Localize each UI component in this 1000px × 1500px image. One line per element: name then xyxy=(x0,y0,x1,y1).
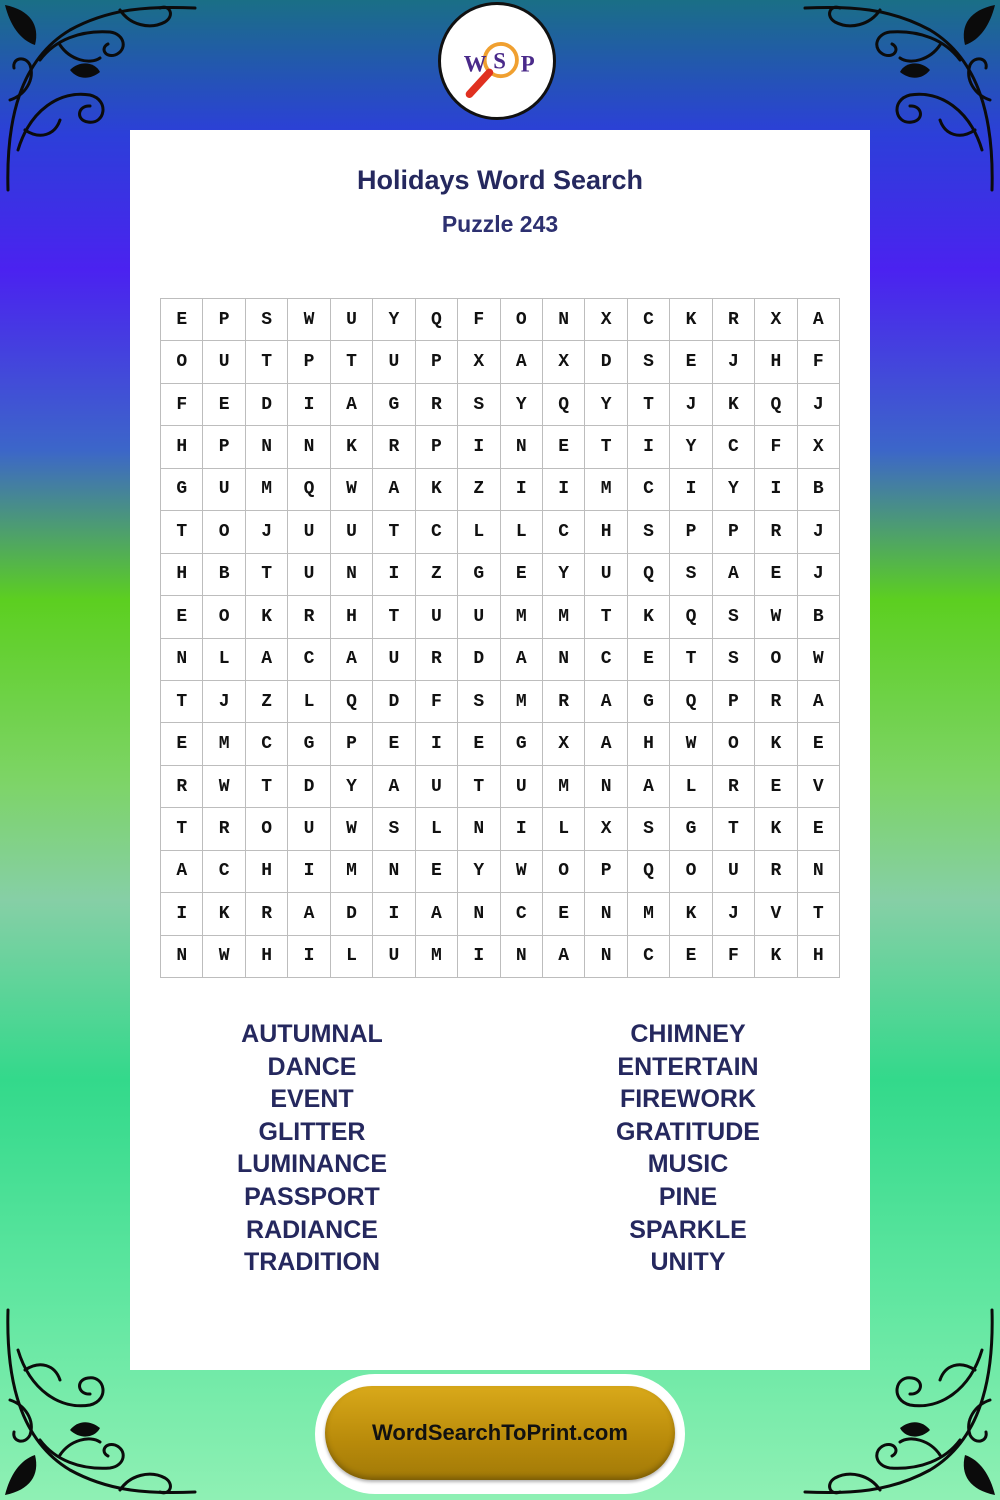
grid-cell[interactable]: J xyxy=(203,681,245,723)
grid-cell[interactable]: L xyxy=(670,766,712,808)
word-list-item: ENTERTAIN xyxy=(617,1052,759,1081)
grid-cell[interactable]: D xyxy=(246,384,288,426)
grid-cell[interactable]: E xyxy=(501,554,543,596)
grid-cell[interactable]: A xyxy=(585,723,627,765)
grid-cell[interactable]: P xyxy=(670,511,712,553)
grid-cell[interactable]: O xyxy=(543,851,585,893)
word-list-item: PINE xyxy=(658,1182,718,1211)
grid-cell[interactable]: X xyxy=(585,808,627,850)
grid-cell[interactable]: Q xyxy=(288,469,330,511)
grid-cell[interactable]: L xyxy=(288,681,330,723)
grid-cell[interactable]: S xyxy=(628,808,670,850)
grid-cell[interactable]: T xyxy=(331,341,373,383)
grid-cell[interactable]: M xyxy=(543,766,585,808)
grid-cell[interactable]: W xyxy=(203,766,245,808)
grid-cell[interactable]: C xyxy=(246,723,288,765)
grid-cell[interactable]: P xyxy=(203,299,245,341)
grid-cell[interactable]: F xyxy=(713,936,755,978)
grid-cell[interactable]: U xyxy=(331,299,373,341)
grid-cell[interactable]: R xyxy=(713,299,755,341)
grid-cell[interactable]: N xyxy=(288,426,330,468)
grid-cell[interactable]: J xyxy=(798,511,840,553)
word-list-item: CHIMNEY xyxy=(630,1020,746,1048)
grid-cell[interactable]: M xyxy=(628,893,670,935)
grid-cell[interactable]: K xyxy=(670,893,712,935)
grid-cell[interactable]: U xyxy=(373,639,415,681)
grid-cell[interactable]: M xyxy=(585,469,627,511)
grid-cell[interactable]: Y xyxy=(670,426,712,468)
grid-cell[interactable]: E xyxy=(161,723,203,765)
grid-cell[interactable]: R xyxy=(755,681,797,723)
grid-cell[interactable]: Y xyxy=(373,299,415,341)
grid-cell[interactable]: T xyxy=(798,893,840,935)
grid-cell[interactable]: T xyxy=(246,341,288,383)
grid-cell[interactable]: H xyxy=(161,554,203,596)
word-list-item: FIREWORK xyxy=(619,1085,757,1114)
grid-cell[interactable]: V xyxy=(755,893,797,935)
grid-cell[interactable]: N xyxy=(585,766,627,808)
grid-cell[interactable]: I xyxy=(628,426,670,468)
grid-cell[interactable]: N xyxy=(798,851,840,893)
grid-cell[interactable]: L xyxy=(331,936,373,978)
grid-cell[interactable]: R xyxy=(713,766,755,808)
grid-cell[interactable]: O xyxy=(670,851,712,893)
grid-cell[interactable]: E xyxy=(373,723,415,765)
grid-cell[interactable]: A xyxy=(798,681,840,723)
grid-cell[interactable]: B xyxy=(798,596,840,638)
word-list-item: PASSPORT xyxy=(244,1182,380,1211)
grid-cell[interactable]: S xyxy=(458,681,500,723)
grid-cell[interactable]: Q xyxy=(670,596,712,638)
grid-cell[interactable]: S xyxy=(458,384,500,426)
grid-cell[interactable]: Y xyxy=(501,384,543,426)
grid-cell[interactable]: I xyxy=(458,426,500,468)
grid-cell[interactable]: L xyxy=(203,639,245,681)
grid-cell[interactable]: Q xyxy=(670,681,712,723)
grid-cell[interactable]: O xyxy=(161,341,203,383)
grid-cell[interactable]: J xyxy=(246,511,288,553)
grid-cell[interactable]: L xyxy=(416,808,458,850)
word-list-item: MUSIC xyxy=(647,1150,729,1179)
word-list-item: GLITTER xyxy=(258,1117,366,1146)
grid-cell[interactable]: A xyxy=(373,469,415,511)
grid-cell[interactable]: R xyxy=(203,808,245,850)
logo-letter-p: P xyxy=(520,51,535,77)
grid-cell[interactable]: A xyxy=(246,639,288,681)
grid-cell[interactable]: J xyxy=(798,384,840,426)
grid-cell[interactable]: A xyxy=(501,341,543,383)
grid-cell[interactable]: F xyxy=(755,426,797,468)
grid-cell[interactable]: I xyxy=(670,469,712,511)
grid-cell[interactable]: G xyxy=(373,384,415,426)
grid-cell[interactable]: X xyxy=(458,341,500,383)
grid-cell[interactable]: A xyxy=(373,766,415,808)
grid-cell[interactable]: O xyxy=(713,723,755,765)
grid-cell[interactable]: H xyxy=(628,723,670,765)
grid-cell[interactable]: W xyxy=(755,596,797,638)
grid-cell[interactable]: H xyxy=(585,511,627,553)
grid-cell[interactable]: W xyxy=(798,639,840,681)
word-list-right xyxy=(538,1018,838,1279)
grid-cell[interactable]: R xyxy=(543,681,585,723)
grid-cell[interactable]: R xyxy=(161,766,203,808)
grid-cell[interactable]: E xyxy=(416,851,458,893)
grid-cell[interactable]: Q xyxy=(543,384,585,426)
grid-cell[interactable]: F xyxy=(798,341,840,383)
grid-cell[interactable]: M xyxy=(543,596,585,638)
puzzle-title: Holidays Word Search xyxy=(356,165,644,195)
grid-cell[interactable]: S xyxy=(246,299,288,341)
puzzle-number: Puzzle 243 xyxy=(441,211,559,237)
grid-cell[interactable]: G xyxy=(161,469,203,511)
grid-cell[interactable]: H xyxy=(246,936,288,978)
grid-cell[interactable]: S xyxy=(628,341,670,383)
grid-cell[interactable]: P xyxy=(331,723,373,765)
grid-cell[interactable]: E xyxy=(628,639,670,681)
grid-cell[interactable]: D xyxy=(331,893,373,935)
grid-cell[interactable]: W xyxy=(288,299,330,341)
grid-cell[interactable]: A xyxy=(331,384,373,426)
grid-cell[interactable]: I xyxy=(288,384,330,426)
grid-cell[interactable]: T xyxy=(161,681,203,723)
grid-cell[interactable]: C xyxy=(713,426,755,468)
word-list-item: AUTUMNAL xyxy=(241,1020,383,1048)
grid-cell[interactable]: C xyxy=(585,639,627,681)
grid-cell[interactable]: I xyxy=(501,469,543,511)
grid-cell[interactable]: I xyxy=(288,851,330,893)
grid-cell[interactable]: C xyxy=(628,299,670,341)
grid-cell[interactable]: U xyxy=(331,511,373,553)
grid-cell[interactable]: N xyxy=(458,893,500,935)
grid-cell[interactable]: E xyxy=(798,808,840,850)
grid-cell[interactable]: D xyxy=(288,766,330,808)
grid-cell[interactable]: Z xyxy=(246,681,288,723)
grid-cell[interactable]: G xyxy=(628,681,670,723)
grid-cell[interactable]: U xyxy=(501,766,543,808)
grid-cell[interactable]: A xyxy=(331,639,373,681)
grid-cell[interactable]: E xyxy=(543,426,585,468)
grid-cell[interactable]: K xyxy=(755,936,797,978)
grid-cell[interactable]: L xyxy=(543,808,585,850)
grid-cell[interactable]: I xyxy=(373,554,415,596)
grid-cell[interactable]: I xyxy=(458,936,500,978)
grid-cell[interactable]: D xyxy=(373,681,415,723)
grid-cell[interactable]: Q xyxy=(416,299,458,341)
grid-cell[interactable]: A xyxy=(288,893,330,935)
grid-cell[interactable]: S xyxy=(713,639,755,681)
website-link-button[interactable]: WordSearchToPrint.com xyxy=(325,1386,675,1480)
grid-cell[interactable]: R xyxy=(373,426,415,468)
grid-cell[interactable]: K xyxy=(331,426,373,468)
grid-cell[interactable]: U xyxy=(458,596,500,638)
grid-cell[interactable]: T xyxy=(585,426,627,468)
grid-cell[interactable]: N xyxy=(161,936,203,978)
grid-cell[interactable]: C xyxy=(203,851,245,893)
grid-cell[interactable]: I xyxy=(373,893,415,935)
grid-cell[interactable]: N xyxy=(246,426,288,468)
grid-cell[interactable]: T xyxy=(713,808,755,850)
word-list-item: DANCE xyxy=(267,1052,357,1081)
grid-cell[interactable]: E xyxy=(670,936,712,978)
grid-cell[interactable]: F xyxy=(416,681,458,723)
grid-cell[interactable]: E xyxy=(161,299,203,341)
grid-cell[interactable]: Y xyxy=(585,384,627,426)
grid-cell[interactable]: T xyxy=(585,596,627,638)
grid-cell[interactable]: I xyxy=(543,469,585,511)
grid-cell[interactable]: T xyxy=(246,766,288,808)
grid-cell[interactable]: O xyxy=(246,808,288,850)
grid-cell[interactable]: D xyxy=(458,639,500,681)
grid-cell[interactable]: K xyxy=(416,469,458,511)
grid-cell[interactable]: J xyxy=(713,893,755,935)
grid-cell[interactable]: J xyxy=(713,341,755,383)
letter-grid xyxy=(160,298,840,978)
word-list-item: TRADITION xyxy=(243,1248,381,1277)
logo-letter-w: W xyxy=(463,51,487,77)
grid-cell[interactable]: I xyxy=(161,893,203,935)
grid-cell[interactable]: R xyxy=(755,511,797,553)
grid-cell[interactable]: C xyxy=(628,469,670,511)
grid-cell[interactable]: M xyxy=(331,851,373,893)
word-list-item: GRATITUDE xyxy=(616,1117,760,1146)
grid-cell[interactable]: N xyxy=(161,639,203,681)
grid-cell[interactable]: R xyxy=(288,596,330,638)
grid-cell[interactable]: I xyxy=(501,808,543,850)
grid-cell[interactable]: T xyxy=(458,766,500,808)
word-list-item: LUMINANCE xyxy=(237,1150,387,1179)
grid-cell[interactable]: U xyxy=(288,511,330,553)
word-list-item: EVENT xyxy=(270,1085,354,1114)
grid-cell[interactable]: S xyxy=(713,596,755,638)
grid-cell[interactable]: T xyxy=(373,511,415,553)
grid-cell[interactable]: O xyxy=(755,639,797,681)
grid-cell[interactable]: H xyxy=(331,596,373,638)
grid-cell[interactable]: P xyxy=(416,426,458,468)
grid-cell[interactable]: Y xyxy=(458,851,500,893)
grid-cell[interactable]: K xyxy=(755,808,797,850)
word-list-item: RADIANCE xyxy=(246,1215,378,1244)
grid-cell[interactable]: S xyxy=(373,808,415,850)
grid-cell[interactable]: H xyxy=(798,936,840,978)
grid-cell[interactable]: C xyxy=(288,639,330,681)
grid-cell[interactable]: H xyxy=(161,426,203,468)
grid-cell[interactable]: P xyxy=(203,426,245,468)
grid-cell[interactable]: K xyxy=(628,596,670,638)
grid-cell[interactable]: E xyxy=(161,596,203,638)
grid-cell[interactable]: G xyxy=(288,723,330,765)
grid-cell[interactable]: R xyxy=(416,384,458,426)
grid-cell[interactable]: H xyxy=(755,341,797,383)
grid-cell[interactable]: G xyxy=(670,808,712,850)
grid-cell[interactable]: E xyxy=(755,554,797,596)
grid-cell[interactable]: Y xyxy=(543,554,585,596)
grid-cell[interactable]: C xyxy=(416,511,458,553)
grid-cell[interactable]: O xyxy=(501,299,543,341)
grid-cell[interactable]: Q xyxy=(331,681,373,723)
grid-cell[interactable]: C xyxy=(543,511,585,553)
grid-cell[interactable]: E xyxy=(203,384,245,426)
grid-cell[interactable]: I xyxy=(288,936,330,978)
grid-cell[interactable]: V xyxy=(798,766,840,808)
footer-badge xyxy=(315,1374,685,1494)
grid-cell[interactable]: I xyxy=(416,723,458,765)
grid-cell[interactable]: K xyxy=(246,596,288,638)
grid-cell[interactable]: K xyxy=(203,893,245,935)
grid-cell[interactable]: U xyxy=(585,554,627,596)
grid-cell[interactable]: U xyxy=(416,596,458,638)
grid-cell[interactable]: M xyxy=(501,681,543,723)
grid-cell[interactable]: N xyxy=(501,936,543,978)
grid-cell[interactable]: Q xyxy=(628,554,670,596)
grid-cell[interactable]: N xyxy=(501,426,543,468)
grid-cell[interactable]: N xyxy=(585,893,627,935)
grid-cell[interactable]: A xyxy=(416,893,458,935)
grid-cell[interactable]: G xyxy=(458,554,500,596)
grid-cell[interactable]: S xyxy=(670,554,712,596)
grid-cell[interactable]: X xyxy=(543,341,585,383)
grid-cell[interactable]: E xyxy=(798,723,840,765)
grid-cell[interactable]: U xyxy=(373,936,415,978)
logo-letter-s: S xyxy=(493,48,506,74)
grid-cell[interactable]: T xyxy=(161,511,203,553)
grid-cell[interactable]: Z xyxy=(458,469,500,511)
grid-cell[interactable]: J xyxy=(670,384,712,426)
grid-cell[interactable]: P xyxy=(288,341,330,383)
grid-cell[interactable]: B xyxy=(203,554,245,596)
grid-cell[interactable]: M xyxy=(203,723,245,765)
grid-cell[interactable]: U xyxy=(203,341,245,383)
grid-cell[interactable]: K xyxy=(755,723,797,765)
grid-cell[interactable]: A xyxy=(585,681,627,723)
grid-cell[interactable]: F xyxy=(161,384,203,426)
word-list-item: UNITY xyxy=(650,1248,726,1277)
grid-cell[interactable]: E xyxy=(755,766,797,808)
grid-cell[interactable]: U xyxy=(373,341,415,383)
word-list-left xyxy=(162,1018,462,1279)
grid-cell[interactable]: T xyxy=(628,384,670,426)
grid-cell[interactable]: N xyxy=(585,936,627,978)
grid-cell[interactable]: A xyxy=(501,639,543,681)
grid-cell[interactable]: H xyxy=(246,851,288,893)
grid-cell[interactable]: N xyxy=(373,851,415,893)
grid-cell[interactable]: Y xyxy=(331,766,373,808)
grid-cell[interactable]: Q xyxy=(755,384,797,426)
grid-cell[interactable]: N xyxy=(543,639,585,681)
grid-cell[interactable]: W xyxy=(203,936,245,978)
grid-cell[interactable]: K xyxy=(713,384,755,426)
grid-cell[interactable]: U xyxy=(203,469,245,511)
grid-cell[interactable]: M xyxy=(246,469,288,511)
grid-cell[interactable]: T xyxy=(373,596,415,638)
grid-cell[interactable]: U xyxy=(288,808,330,850)
grid-cell[interactable]: U xyxy=(288,554,330,596)
grid-cell[interactable]: N xyxy=(458,808,500,850)
grid-cell[interactable]: L xyxy=(458,511,500,553)
grid-cell[interactable]: T xyxy=(670,639,712,681)
grid-cell[interactable]: E xyxy=(543,893,585,935)
grid-cell[interactable]: P xyxy=(713,681,755,723)
grid-cell[interactable]: X xyxy=(585,299,627,341)
grid-cell[interactable]: A xyxy=(543,936,585,978)
grid-cell[interactable]: W xyxy=(670,723,712,765)
grid-cell[interactable]: C xyxy=(501,893,543,935)
grid-cell[interactable]: L xyxy=(501,511,543,553)
site-logo[interactable] xyxy=(438,2,556,120)
grid-cell[interactable]: N xyxy=(543,299,585,341)
grid-cell[interactable]: X xyxy=(543,723,585,765)
word-list-item: SPARKLE xyxy=(629,1215,747,1244)
grid-cell[interactable]: P xyxy=(416,341,458,383)
grid-cell[interactable]: E xyxy=(458,723,500,765)
grid-cell[interactable]: Y xyxy=(713,469,755,511)
grid-cell[interactable]: F xyxy=(458,299,500,341)
grid-cell[interactable]: P xyxy=(713,511,755,553)
grid-cell[interactable]: R xyxy=(246,893,288,935)
grid-cell[interactable]: W xyxy=(331,469,373,511)
grid-cell[interactable]: M xyxy=(416,936,458,978)
grid-cell[interactable]: M xyxy=(501,596,543,638)
grid-cell[interactable]: S xyxy=(628,511,670,553)
grid-cell[interactable]: G xyxy=(501,723,543,765)
grid-cell[interactable]: T xyxy=(246,554,288,596)
grid-cell[interactable]: A xyxy=(161,851,203,893)
grid-cell[interactable]: O xyxy=(203,596,245,638)
grid-cell[interactable]: C xyxy=(628,936,670,978)
grid-cell[interactable]: Q xyxy=(628,851,670,893)
grid-cell[interactable]: U xyxy=(713,851,755,893)
grid-cell[interactable]: P xyxy=(585,851,627,893)
grid-cell[interactable]: B xyxy=(798,469,840,511)
grid-cell[interactable]: A xyxy=(798,299,840,341)
grid-cell[interactable]: R xyxy=(755,851,797,893)
grid-cell[interactable]: D xyxy=(585,341,627,383)
grid-cell[interactable]: E xyxy=(670,341,712,383)
magnifying-glass-icon xyxy=(441,5,553,117)
grid-cell[interactable]: W xyxy=(501,851,543,893)
grid-cell[interactable]: O xyxy=(203,511,245,553)
grid-cell[interactable]: X xyxy=(798,426,840,468)
grid-cell[interactable]: W xyxy=(331,808,373,850)
puzzle-sheet xyxy=(130,130,870,1370)
grid-cell[interactable]: R xyxy=(416,639,458,681)
grid-cell[interactable]: X xyxy=(755,299,797,341)
grid-cell[interactable]: I xyxy=(755,469,797,511)
grid-cell[interactable]: A xyxy=(628,766,670,808)
grid-cell[interactable]: U xyxy=(416,766,458,808)
grid-cell[interactable]: N xyxy=(331,554,373,596)
grid-cell[interactable]: T xyxy=(161,808,203,850)
grid-cell[interactable]: K xyxy=(670,299,712,341)
grid-cell[interactable]: A xyxy=(713,554,755,596)
grid-cell[interactable]: J xyxy=(798,554,840,596)
grid-cell[interactable]: Z xyxy=(416,554,458,596)
